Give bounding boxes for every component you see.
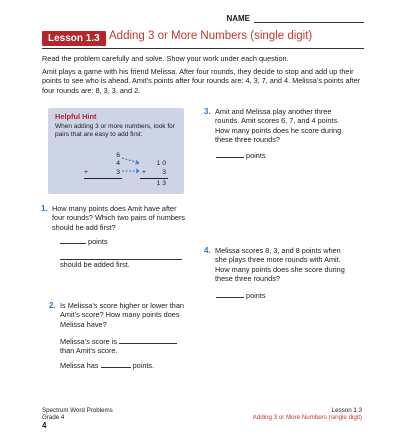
story-text: Amit plays a game with his friend Melissa. After four rounds, they decide to stop and add up their points to see who is ahead. Amit’s points after four rounds are: 4, 3, 7, and 4. Melissa’s points after four rounds are: 8, 3, 3, and 2. [42,66,361,95]
question-3-number: 3. [204,107,211,116]
question-4-number: 4. [204,246,211,255]
question-4-text: Melissa scores 8, 3, and 8 points when she plays three more rounds with Amit. How many points does she score during these three rounds? [215,246,345,284]
question-2-text: Is Melissa’s score higher or lower than Amit’s score? How many points does Melissa have? [60,301,184,329]
page-number: 4 [42,420,47,430]
question-1-text: How many points does Amit have after four rounds? Which two pairs of numbers should he add first? [52,204,186,232]
name-field [226,14,364,23]
hint-addend-6: 6 [116,152,120,159]
question-4-unit: points [246,291,266,300]
question-3-answer-row [216,150,266,160]
question-1-answer-row [60,236,108,246]
question-1 [41,204,187,232]
question-3-unit: points [246,151,266,160]
question-3-points-blank[interactable] [216,150,244,158]
question-2-line-2 [60,360,154,370]
helpful-hint-box [48,108,184,194]
question-1-points-blank[interactable] [60,236,86,244]
question-2 [49,301,185,329]
question-2-points-blank[interactable] [101,360,131,368]
question-3-text: Amit and Melissa play another three rounds. Amit scores 6, 7, and 4 points. How many points does he score during these three rounds? [215,107,342,145]
footer-right [253,407,362,422]
question-1-unit: points [88,237,108,246]
intro-section [42,54,366,98]
question-2-line-2b: points. [132,361,155,370]
question-4-answer-row [216,290,266,300]
footer-grade: Grade 4 [42,414,65,422]
question-4 [204,246,350,284]
hint-sum-line-right [140,178,168,179]
hint-plus-right: + [142,169,146,176]
hint-text: When adding 3 or more numbers, look for pairs that are easy to add first: [55,123,175,138]
question-2-comparison-blank[interactable] [119,336,177,344]
question-1-follow-text: should be added first. [60,260,130,269]
question-2-line-2a: Melissa has [60,361,99,370]
hint-ten: 1 0 [156,160,166,167]
hint-sum-line-left [84,178,122,179]
question-2-line-1 [60,336,177,346]
hint-addend-3: 3 [116,169,120,176]
hint-plus-left: + [84,169,88,176]
hint-three: 3 [162,169,166,176]
footer-series: Spectrum Word Problems [42,407,113,414]
question-2-number: 2. [49,301,56,310]
lesson-badge: Lesson 1.3 [42,31,106,46]
instructions-text: Read the problem carefully and solve. Show your work under each question. [42,54,289,63]
question-2-line-1a: Melissa’s score is [60,337,118,346]
footer-lesson: Lesson 1.3 [331,407,362,414]
question-2-line-1b: than Amit’s score. [60,346,118,355]
question-3 [204,107,345,145]
footer-lesson-title: Adding 3 or More Numbers (single digit) [252,414,362,422]
name-blank [254,14,364,23]
hint-arrows-icon [92,155,146,177]
title-divider [42,48,364,49]
footer-left [42,407,113,429]
name-label: NAME [226,14,250,23]
hint-answer: 1 3 [156,180,166,187]
question-4-points-blank[interactable] [216,290,244,298]
hint-title: Helpful Hint [55,112,97,121]
question-1-number: 1. [41,204,48,213]
lesson-title: Adding 3 or More Numbers (single digit) [109,30,313,42]
hint-addend-4: 4 [116,160,120,167]
